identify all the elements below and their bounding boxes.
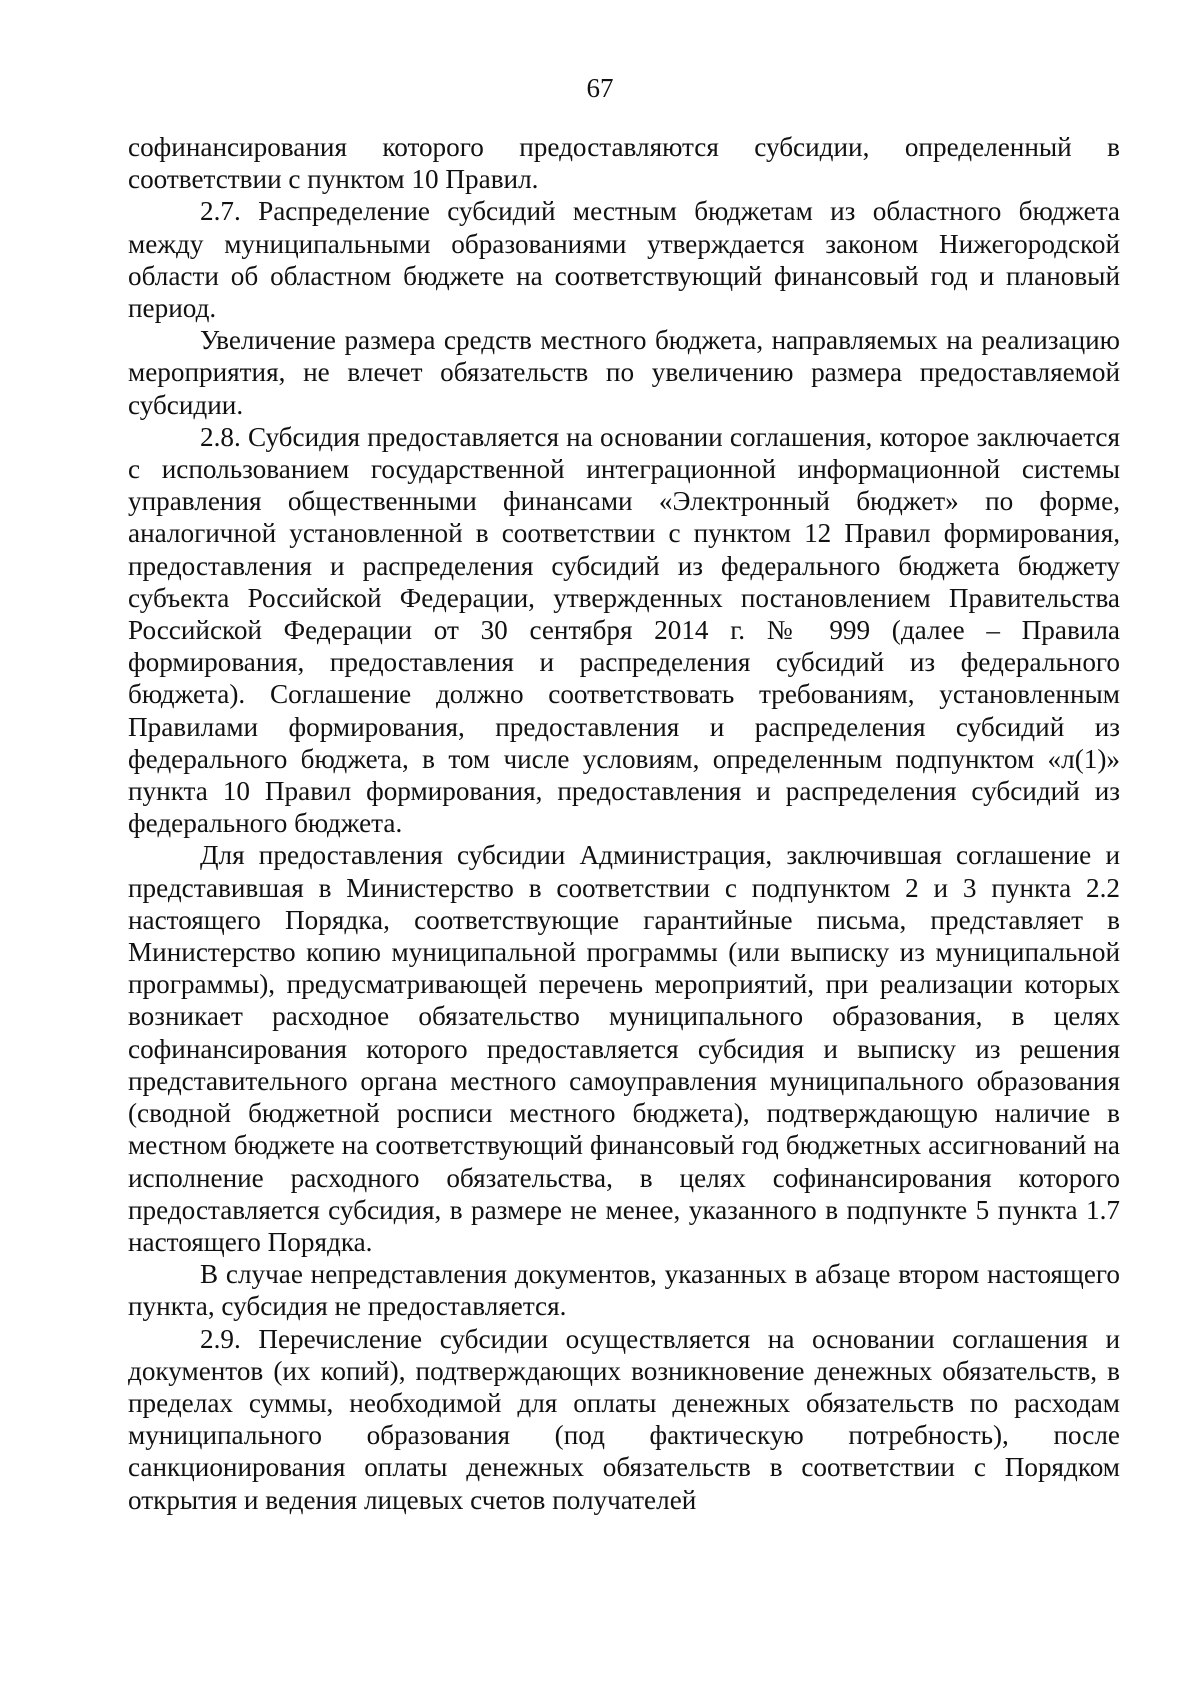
paragraph-clause-2-9: 2.9. Перечисление субсидии осуществляется на основании соглашения и документов (их копий), подтверждающих возникновение денежных обязательств, в пределах суммы, необходимой для оплаты денежных обязательств по расходам муниципального образования (под фактическую потребность), после санкционирования оплаты денежных обязательств в соответствии с Порядком открытия и ведения лицевых счетов получателей	[128, 1323, 1120, 1515]
paragraph-continuation: софинансирования которого предоставляются субсидии, определенный в соответствии с пунктом 10 Правил.	[128, 132, 1120, 195]
document-body	[128, 131, 1120, 1516]
paragraph-non-submission: В случае непредставления документов, указанных в абзаце втором настоящего пункта, субсидия не предоставляется.	[128, 1259, 1120, 1322]
paragraph-clause-2-8: 2.8. Субсидия предоставляется на основании соглашения, которое заключается с использованием государственной интеграционной информационной системы управления общественными финансами «Электронный бюджет» по форме, аналогичной установленной в соответствии с пунктом 12 Правил формирования, предоставления и распределения субсидий из федерального бюджета бюджету субъекта Российской Федерации, утвержденных постановлением Правительства Российской Федерации от 30 сентября 2014 г. № 999 (далее – Правила формирования, предоставления и распределения субсидий из федерального бюджета). Соглашение должно соответствовать требованиям, установленным Правилами формирования, предоставления и распределения субсидий из федерального бюджета, в том числе условиям, определенным подпунктом «л(1)» пункта 10 Правил формирования, предоставления и распределения субсидий из федерального бюджета.	[128, 421, 1120, 839]
page-number: 67	[586, 73, 614, 103]
paragraph-budget-increase: Увеличение размера средств местного бюджета, направляемых на реализацию мероприятия, не влечет обязательств по увеличению размера предоставляемой субсидии.	[128, 325, 1120, 420]
paragraph-clause-2-7: 2.7. Распределение субсидий местным бюджетам из областного бюджета между муниципальными образованиями утверждается законом Нижегородской области об областном бюджете на соответствующий финансовый год и плановый период.	[128, 196, 1120, 324]
paragraph-documents-submission: Для предоставления субсидии Администрация, заключившая соглашение и представившая в Министерство в соответствии с подпунктом 2 и 3 пункта 2.2 настоящего Порядка, соответствующие гарантийные письма, представляет в Министерство копию муниципальной программы (или выписку из муниципальной программы), предусматривающей перечень мероприятий, при реализации которых возникает расходное обязательство муниципального образования, в целях софинансирования которого предоставляется субсидия и выписку из решения представительного органа местного самоуправления муниципального образования (сводной бюджетной росписи местного бюджета), подтверждающую наличие в местном бюджете на соответствующий финансовый год бюджетных ассигнований на исполнение расходного обязательства, в целях софинансирования которого предоставляется субсидия, в размере не менее, указанного в подпункте 5 пункта 1.7 настоящего Порядка.	[128, 840, 1120, 1257]
